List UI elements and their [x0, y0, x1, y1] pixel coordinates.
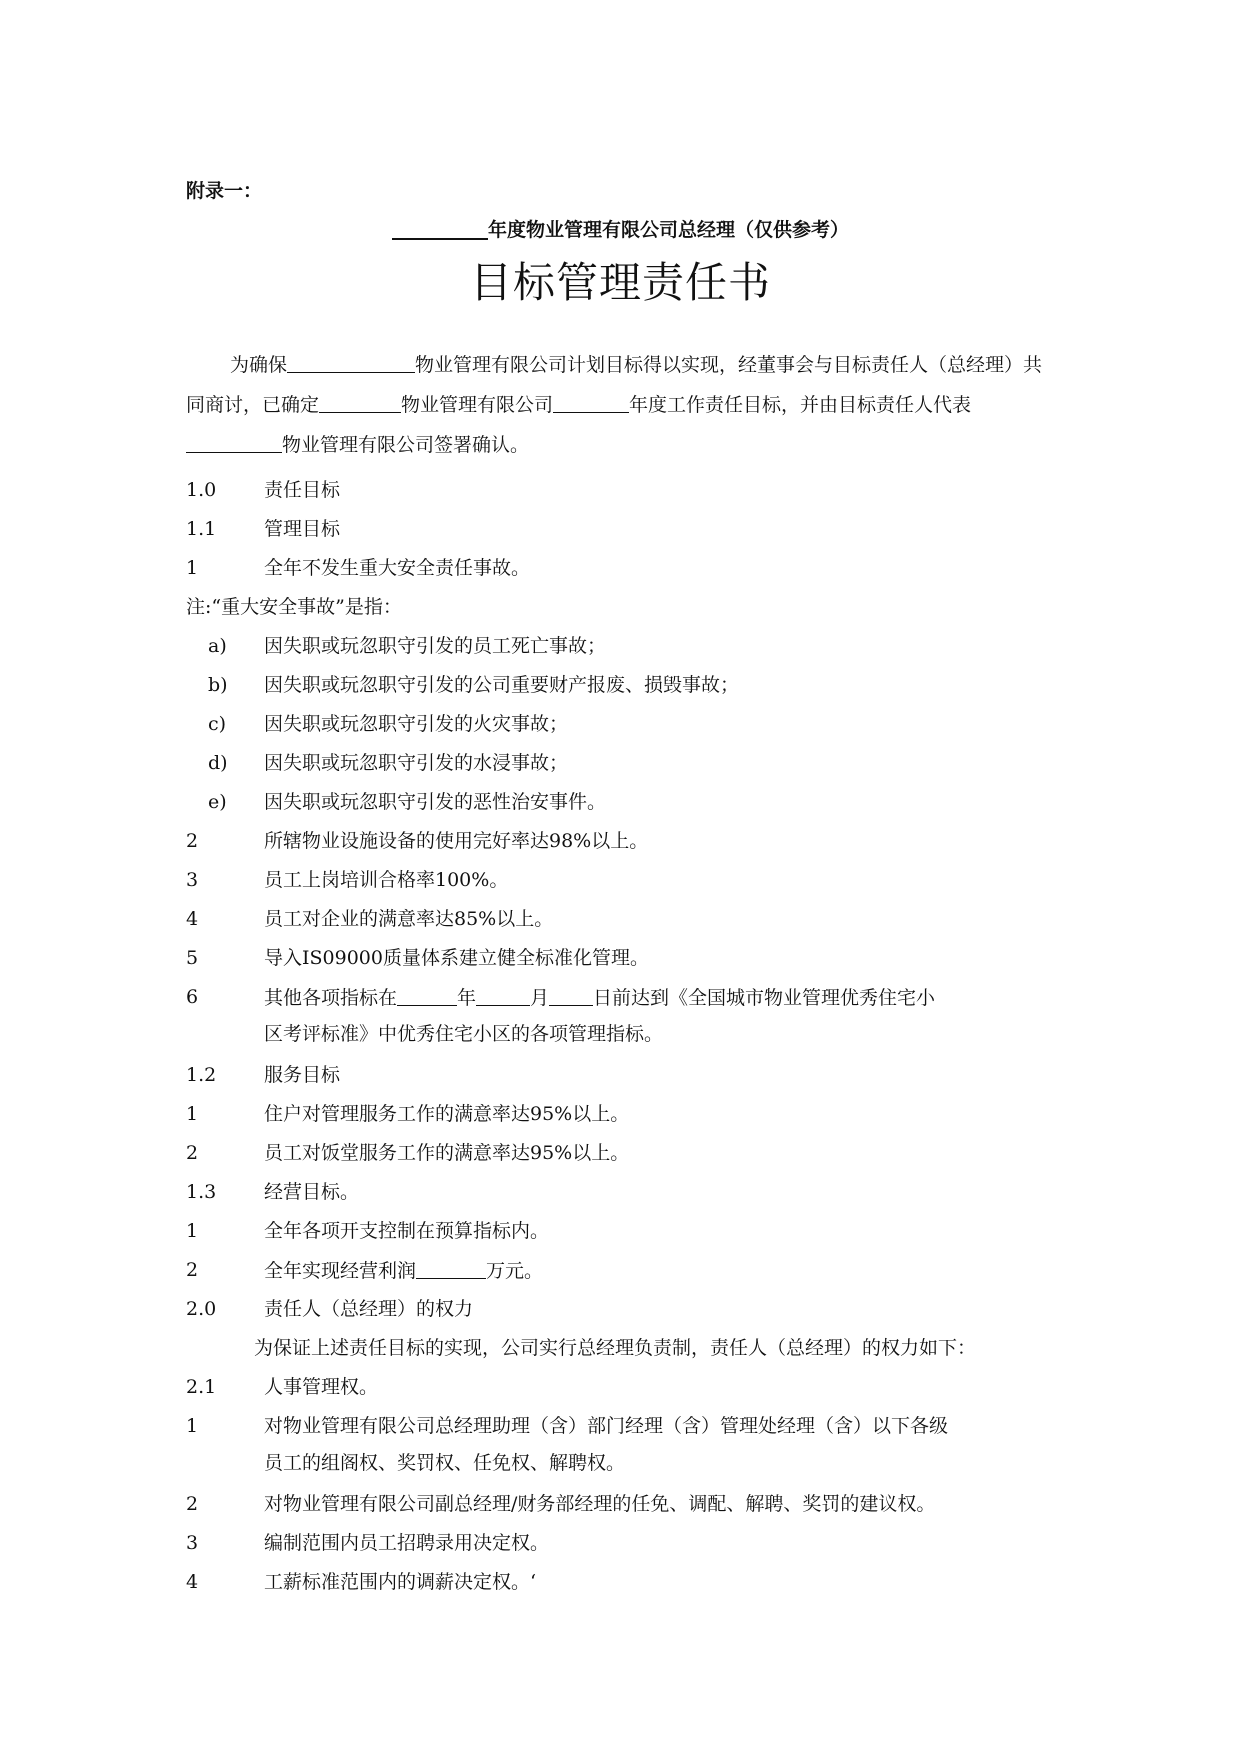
page-title: 目标管理责任书	[469, 258, 771, 307]
item-text	[264, 1256, 543, 1285]
item-text: 编制范围内员工招聘录用决定权。	[264, 1532, 550, 1554]
month-blank	[476, 983, 530, 1006]
note-label: 注:	[186, 596, 212, 618]
year-blank	[392, 218, 488, 240]
item-text: 对物业管理有限公司总经理助理（含）部门经理（含）管理处经理（含）以下各级	[264, 1415, 949, 1437]
item-number: 2	[186, 830, 199, 852]
item-text: 责任人（总经理）的权力	[264, 1298, 474, 1320]
item-text: 工薪标准范围内的调薪决定权。‘	[264, 1571, 537, 1593]
item-number: 6	[186, 986, 199, 1008]
intro-text: 物业管理有限公司签署确认。	[282, 434, 530, 456]
item-number: 1	[186, 557, 199, 579]
intro-text: 年度工作责任目标，并由目标责任人代表	[629, 394, 972, 416]
item-number: 2	[186, 1493, 199, 1515]
item-text: 因失职或玩忽职守引发的恶性治安事件。	[264, 791, 607, 813]
item-text: 对物业管理有限公司副总经理/财务部经理的任免、调配、解聘、奖罚的建议权。	[264, 1493, 936, 1515]
company-blank	[287, 350, 415, 373]
year-blank	[397, 983, 457, 1006]
item-text-part: 全年实现经营利润	[264, 1260, 417, 1282]
item-number: a)	[208, 635, 227, 657]
item-text: 所辖物业设施设备的使用完好率达98%以上。	[264, 830, 649, 852]
year-blank	[553, 390, 629, 413]
subtitle-text: 年度物业管理有限公司总经理（仅供参考）	[487, 219, 849, 241]
item-text: 员工对饭堂服务工作的满意率达95%以上。	[264, 1142, 630, 1164]
item-number: 1	[186, 1103, 199, 1125]
item-number: e)	[208, 791, 227, 813]
note-text: “重大安全事故”是指：	[211, 596, 402, 618]
item-text: 人事管理权。	[264, 1376, 379, 1398]
item-text: 全年各项开支控制在预算指标内。	[264, 1220, 550, 1242]
note-line	[186, 593, 402, 621]
item-text-part: 月	[530, 987, 550, 1009]
item-number: 3	[186, 1532, 199, 1554]
item-text: 导入IS09000质量体系建立健全标准化管理。	[264, 947, 649, 969]
item-number: 1	[186, 1220, 199, 1242]
item-text-part: 日前达到《全国城市物业管理优秀住宅小	[593, 987, 936, 1009]
appendix-label: 附录一：	[186, 180, 263, 202]
item-text-part: 其他各项指标在	[264, 987, 398, 1009]
item-number: 4	[186, 1571, 199, 1593]
item-text: 管理目标	[264, 518, 341, 540]
item-number: 5	[186, 947, 199, 969]
item-number: 4	[186, 908, 199, 930]
item-number: 2	[186, 1259, 199, 1281]
intro-text: 为确保	[230, 354, 288, 376]
item-number: 2	[186, 1142, 199, 1164]
item-text: 责任目标	[264, 479, 341, 501]
item-text: 服务目标	[264, 1064, 341, 1086]
profit-blank	[416, 1256, 486, 1279]
intro-text: 物业管理有限公司	[401, 394, 554, 416]
paragraph: 为保证上述责任目标的实现，公司实行总经理负责制，责任人（总经理）的权力如下：	[254, 1337, 977, 1359]
item-number: 3	[186, 869, 199, 891]
item-text-part: 万元。	[486, 1260, 544, 1282]
day-blank	[549, 983, 593, 1006]
intro-text: 物业管理有限公司计划目标得以实现，经董事会与目标责任人（总经理）共同商讨，已确定	[186, 354, 1043, 416]
item-text	[264, 983, 935, 1012]
intro-paragraph	[186, 345, 1056, 465]
item-text: 住户对管理服务工作的满意率达95%以上。	[264, 1103, 630, 1125]
item-number: c)	[208, 713, 227, 735]
company-blank	[319, 390, 401, 413]
subtitle	[0, 215, 1241, 242]
item-number: 1.3	[186, 1181, 217, 1203]
item-text-wrap: 区考评标准》中优秀住宅小区的各项管理指标。	[264, 1023, 664, 1045]
item-number: b)	[208, 674, 228, 696]
item-number: 1.0	[186, 479, 217, 501]
item-text-wrap: 员工的组阁权、奖罚权、任免权、解聘权。	[264, 1452, 626, 1474]
item-text: 员工对企业的满意率达85%以上。	[264, 908, 554, 930]
item-number: 1.2	[186, 1064, 217, 1086]
item-number: 2.1	[186, 1376, 217, 1398]
item-number: 2.0	[186, 1298, 217, 1320]
item-number: d)	[208, 752, 228, 774]
item-text: 因失职或玩忽职守引发的火灾事故；	[264, 713, 569, 735]
item-number: 1.1	[186, 518, 217, 540]
item-text: 经营目标。	[264, 1181, 360, 1203]
item-text: 因失职或玩忽职守引发的员工死亡事故；	[264, 635, 607, 657]
item-text: 全年不发生重大安全责任事故。	[264, 557, 531, 579]
item-text-part: 年	[457, 987, 477, 1009]
company-blank	[186, 430, 282, 453]
item-text: 员工上岗培训合格率100%。	[264, 869, 509, 891]
item-text: 因失职或玩忽职守引发的水浸事故；	[264, 752, 569, 774]
item-text: 因失职或玩忽职守引发的公司重要财产报废、损毁事故；	[264, 674, 740, 696]
item-number: 1	[186, 1415, 199, 1437]
